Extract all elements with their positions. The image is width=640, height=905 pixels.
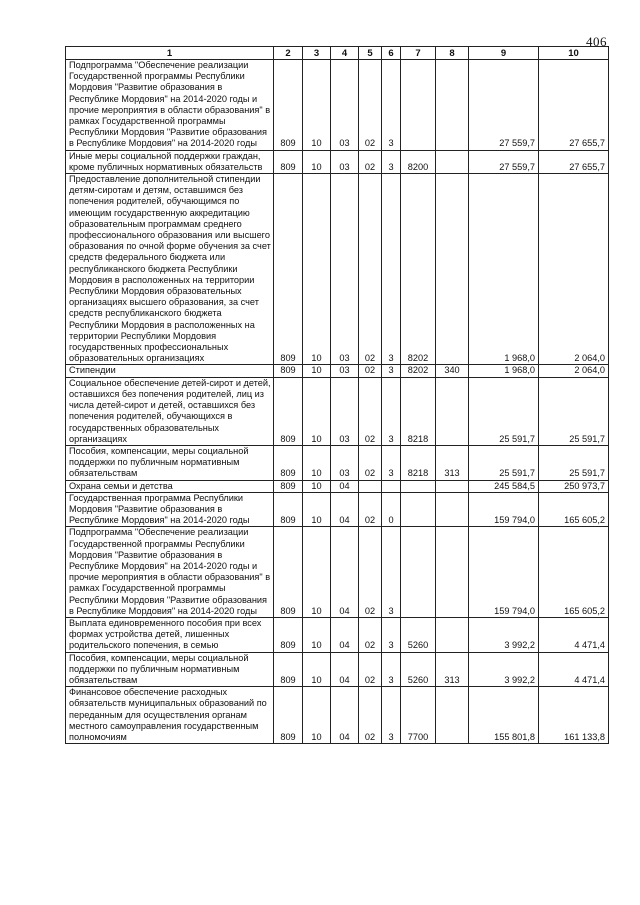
page-number: 406	[586, 34, 607, 49]
ministry-code-cell: 809	[274, 492, 303, 527]
subprogram-cell: 3	[382, 150, 401, 173]
item-code-cell	[401, 527, 436, 618]
row-name-cell: Стипендии	[66, 365, 274, 377]
amount-year1-cell: 3 992,2	[469, 617, 539, 652]
ministry-code-cell: 809	[274, 365, 303, 377]
item-code-cell: 8200	[401, 150, 436, 173]
header-row	[66, 47, 609, 60]
ministry-code-cell: 809	[274, 687, 303, 744]
item-code-cell: 8218	[401, 377, 436, 445]
table-row	[66, 492, 609, 527]
table-row	[66, 527, 609, 618]
expense-type-cell	[436, 480, 469, 492]
expense-type-cell	[436, 527, 469, 618]
subprogram-cell	[382, 480, 401, 492]
column-header: 8	[436, 47, 469, 60]
subprogram-cell: 3	[382, 445, 401, 480]
subsection-cell: 03	[331, 365, 359, 377]
table-row	[66, 150, 609, 173]
expense-type-cell	[436, 617, 469, 652]
amount-year2-cell: 27 655,7	[539, 60, 609, 151]
expense-type-cell	[436, 687, 469, 744]
program-cell: 02	[359, 527, 382, 618]
amount-year2-cell: 4 471,4	[539, 617, 609, 652]
program-cell: 02	[359, 687, 382, 744]
amount-year1-cell: 25 591,7	[469, 445, 539, 480]
subsection-cell: 04	[331, 480, 359, 492]
program-cell: 02	[359, 174, 382, 365]
ministry-code-cell: 809	[274, 617, 303, 652]
subsection-cell: 03	[331, 445, 359, 480]
table-row	[66, 377, 609, 445]
ministry-code-cell: 809	[274, 174, 303, 365]
subsection-cell: 04	[331, 492, 359, 527]
subsection-cell: 04	[331, 617, 359, 652]
subsection-cell: 04	[331, 652, 359, 687]
expense-type-cell	[436, 377, 469, 445]
program-cell: 02	[359, 150, 382, 173]
expense-type-cell	[436, 174, 469, 365]
section-cell: 10	[303, 527, 331, 618]
item-code-cell: 8218	[401, 445, 436, 480]
row-name-cell: Охрана семьи и детства	[66, 480, 274, 492]
amount-year1-cell: 3 992,2	[469, 652, 539, 687]
table-row	[66, 480, 609, 492]
subprogram-cell: 3	[382, 617, 401, 652]
section-cell: 10	[303, 480, 331, 492]
subsection-cell: 03	[331, 60, 359, 151]
amount-year1-cell: 1 968,0	[469, 365, 539, 377]
subprogram-cell: 3	[382, 687, 401, 744]
item-code-cell: 5260	[401, 617, 436, 652]
table-row	[66, 617, 609, 652]
table-body	[66, 60, 609, 744]
subprogram-cell: 3	[382, 365, 401, 377]
program-cell: 02	[359, 652, 382, 687]
section-cell: 10	[303, 365, 331, 377]
amount-year2-cell: 2 064,0	[539, 174, 609, 365]
amount-year2-cell: 165 605,2	[539, 492, 609, 527]
expense-type-cell	[436, 60, 469, 151]
expense-type-cell: 313	[436, 445, 469, 480]
amount-year2-cell: 4 471,4	[539, 652, 609, 687]
subsection-cell: 03	[331, 174, 359, 365]
section-cell: 10	[303, 687, 331, 744]
section-cell: 10	[303, 174, 331, 365]
table-row	[66, 687, 609, 744]
row-name-cell: Выплата единовременного пособия при всех формах устройства детей, лишенных родительского попечения, в семью	[66, 617, 274, 652]
amount-year1-cell: 159 794,0	[469, 527, 539, 618]
section-cell: 10	[303, 652, 331, 687]
table-row	[66, 60, 609, 151]
section-cell: 10	[303, 150, 331, 173]
amount-year1-cell: 155 801,8	[469, 687, 539, 744]
amount-year2-cell: 27 655,7	[539, 150, 609, 173]
budget-table	[65, 46, 609, 744]
expense-type-cell	[436, 492, 469, 527]
row-name-cell: Пособия, компенсации, меры социальной поддержки по публичным нормативным обязательствам	[66, 652, 274, 687]
subprogram-cell: 3	[382, 377, 401, 445]
column-header: 5	[359, 47, 382, 60]
amount-year1-cell: 25 591,7	[469, 377, 539, 445]
amount-year1-cell: 159 794,0	[469, 492, 539, 527]
item-code-cell: 7700	[401, 687, 436, 744]
program-cell: 02	[359, 365, 382, 377]
amount-year1-cell: 245 584,5	[469, 480, 539, 492]
item-code-cell	[401, 60, 436, 151]
row-name-cell: Иные меры социальной поддержки граждан, кроме публичных нормативных обязательств	[66, 150, 274, 173]
column-header: 10	[539, 47, 609, 60]
expense-type-cell: 313	[436, 652, 469, 687]
ministry-code-cell: 809	[274, 150, 303, 173]
row-name-cell: Пособия, компенсации, меры социальной поддержки по публичным нормативным обязательствам	[66, 445, 274, 480]
amount-year2-cell: 161 133,8	[539, 687, 609, 744]
subsection-cell: 04	[331, 687, 359, 744]
table-row	[66, 652, 609, 687]
amount-year1-cell: 27 559,7	[469, 150, 539, 173]
column-header: 3	[303, 47, 331, 60]
section-cell: 10	[303, 377, 331, 445]
subsection-cell: 03	[331, 377, 359, 445]
section-cell: 10	[303, 617, 331, 652]
expense-type-cell: 340	[436, 365, 469, 377]
table-row	[66, 174, 609, 365]
section-cell: 10	[303, 492, 331, 527]
section-cell: 10	[303, 60, 331, 151]
program-cell: 02	[359, 617, 382, 652]
amount-year2-cell: 25 591,7	[539, 377, 609, 445]
amount-year2-cell: 2 064,0	[539, 365, 609, 377]
amount-year1-cell: 1 968,0	[469, 174, 539, 365]
subprogram-cell: 3	[382, 60, 401, 151]
item-code-cell: 5260	[401, 652, 436, 687]
column-header: 9	[469, 47, 539, 60]
item-code-cell	[401, 492, 436, 527]
ministry-code-cell: 809	[274, 445, 303, 480]
column-header: 2	[274, 47, 303, 60]
row-name-cell: Предоставление дополнительной стипендии детям-сиротам и детям, оставшимся без попечения родителей, обучающимся по имеющим государственную аккредитацию образовательным программам среднего профессионального образования или высшего образования по очной форме обучения за счет средств федерального бюджета или республиканского бюджета Республики Мордовия в расположенных на территории Республики Мордовия образовательных организациях высшего образования, за счет средств республиканского бюджета Республики Мордовия в расположенных на территории Республики Мордовия государственных профессиональных образовательных организациях	[66, 174, 274, 365]
row-name-cell: Подпрограмма "Обеспечение реализации Государственной программы Республики Мордовия "Развитие образования в Республике Мордовия" на 2014-2020 годы и прочие мероприятия в области образования" в рамках Государственной программы Республики Мордовия "Развитие образования в Республике Мордовия" на 2014-2020 годы	[66, 527, 274, 618]
column-header: 1	[66, 47, 274, 60]
row-name-cell: Государственная программа Республики Мордовия "Развитие образования в Республике Мордовия" на 2014-2020 годы	[66, 492, 274, 527]
row-name-cell: Подпрограмма "Обеспечение реализации Государственной программы Республики Мордовия "Развитие образования в Республике Мордовия" на 2014-2020 годы и прочие мероприятия в области образования" в рамках Государственной программы Республики Мордовия "Развитие образования в Республике Мордовия" на 2014-2020 годы	[66, 60, 274, 151]
subprogram-cell: 3	[382, 652, 401, 687]
subsection-cell: 03	[331, 150, 359, 173]
program-cell: 02	[359, 60, 382, 151]
ministry-code-cell: 809	[274, 60, 303, 151]
subprogram-cell: 3	[382, 527, 401, 618]
amount-year2-cell: 250 973,7	[539, 480, 609, 492]
program-cell: 02	[359, 377, 382, 445]
item-code-cell: 8202	[401, 174, 436, 365]
column-header: 7	[401, 47, 436, 60]
ministry-code-cell: 809	[274, 527, 303, 618]
subprogram-cell: 0	[382, 492, 401, 527]
table-row	[66, 365, 609, 377]
row-name-cell: Финансовое обеспечение расходных обязательств муниципальных образований по переданным для осуществления органам местного самоуправления государственным полномочиям	[66, 687, 274, 744]
table-row	[66, 445, 609, 480]
amount-year2-cell: 165 605,2	[539, 527, 609, 618]
ministry-code-cell: 809	[274, 480, 303, 492]
ministry-code-cell: 809	[274, 377, 303, 445]
expense-type-cell	[436, 150, 469, 173]
program-cell	[359, 480, 382, 492]
program-cell: 02	[359, 445, 382, 480]
row-name-cell: Социальное обеспечение детей-сирот и детей, оставшихся без попечения родителей, лиц из числа детей-сирот и детей, оставшихся без попечения родителей, обучающихся в государственных образовательных организациях	[66, 377, 274, 445]
column-header: 6	[382, 47, 401, 60]
ministry-code-cell: 809	[274, 652, 303, 687]
subprogram-cell: 3	[382, 174, 401, 365]
section-cell: 10	[303, 445, 331, 480]
subsection-cell: 04	[331, 527, 359, 618]
program-cell: 02	[359, 492, 382, 527]
amount-year1-cell: 27 559,7	[469, 60, 539, 151]
item-code-cell	[401, 480, 436, 492]
amount-year2-cell: 25 591,7	[539, 445, 609, 480]
item-code-cell: 8202	[401, 365, 436, 377]
column-header: 4	[331, 47, 359, 60]
